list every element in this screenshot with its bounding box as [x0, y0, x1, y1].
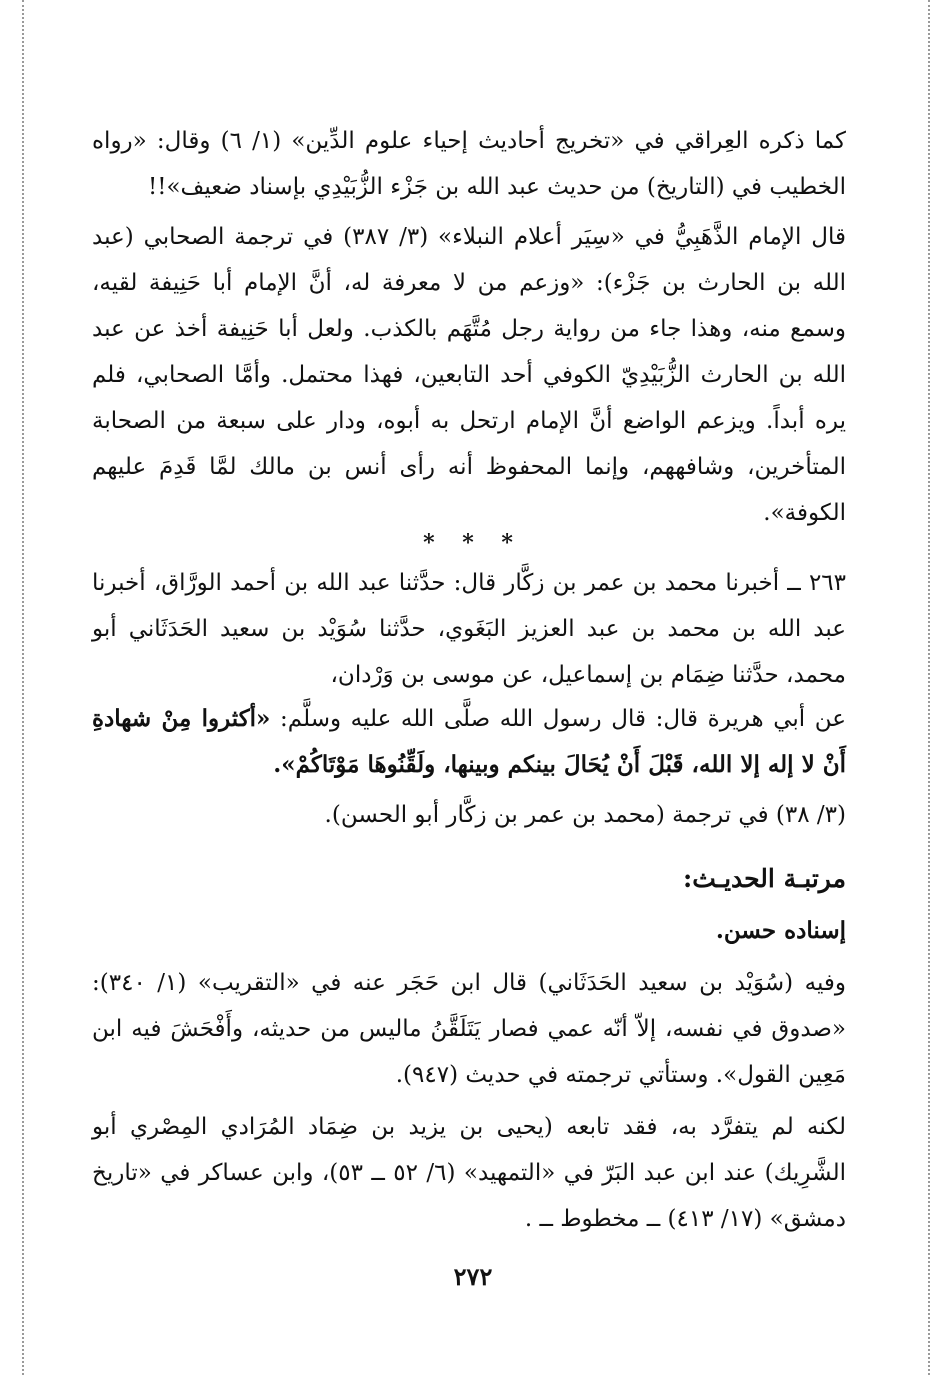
hadith-isnad: ٢٦٣ ــ أخبرنا محمد بن عمر بن زكَّار قال: حدَّثنا عبد الله بن أحمد الورَّاق، أخبرنا عبد الله بن محمد بن عبد العزيز البَغَوي، حدَّثنا سُوَيْد بن سعيد الحَدَثَاني أبو محمد، حدَّثنا ضِمَام بن إسماعيل، عن موسى بن وَرْدان،: [92, 570, 846, 688]
grade-statement: إسناده حسن.: [715, 917, 846, 944]
section-heading-hadith-grade: مرتبـة الحديـث:: [682, 864, 846, 893]
paragraph-iraqi-citation: كما ذكره العِراقي في «تخريج أحاديث إحياء علوم الدِّين» (١/ ٦) وقال: «رواه الخطيب في (التاريخ) من حديث عبد الله بن جَزْء الزُّبَيْدِي بإسناد ضعيف»!!: [92, 128, 847, 200]
hadith-prophetic-text: «أكثروا مِنْ شهادةِ أَنْ لا إله إلا الله، قَبْلَ أَنْ يُحَالَ بينكم وبينها، ولَقِّنُوهَا مَوْتَاكُمْ».: [92, 705, 846, 778]
section-separator: * * *: [423, 530, 523, 556]
paragraph-dhahabi-quote: قال الإمام الذَّهَبِيُّ في «سِيَر أعلام النبلاء» (٣/ ٣٨٧) في ترجمة الصحابي (عبد الله بن الحارث بن جَزْء): «وزعم من لا معرفة له، أنَّ الإمام أبا حَنِيفة لقيه، وسمع منه، وهذا جاء من رواية رجل مُتَّهَم بالكذب. ولعل أبا حَنِيفة أخذ عن عبد الله بن الحارث الزُّبَيْدِيّ الكوفي أحد التابعين، فهذا محتمل. وأمَّا الصحابي، فلم يره أبداً. ويزعم الواضع أنَّ الإمام ارتحل به أبوه، ودار على سبعة من الصحابة المتأخرين، وشافههم، وإنما المحفوظ أنه رأى أنس بن مالك لمَّا قَدِمَ عليهم الكوفة».: [92, 224, 846, 526]
paragraph-suwayd-note: وفيه (سُوَيْد بن سعيد الحَدَثَاني) قال ابن حَجَر عنه في «التقريب» (١/ ٣٤٠): «صدوق في نفسه، إلاّ أنّه عمي فصار يَتَلَقَّنُ ماليس من حديثه، وأَفْحَشَ فيه ابن مَعِين القول». وستأتي ترجمته في حديث (٩٤٧).: [92, 970, 847, 1088]
hadith-narrator-text: عن أبي هريرة قال: قال رسول الله صلَّى الله عليه وسلَّم:: [270, 706, 846, 732]
hadith-matn: [92, 696, 846, 788]
left-margin-dots: [22, 0, 24, 1375]
page-number: ٢٧٢: [453, 1262, 493, 1291]
right-margin-dots: [928, 0, 930, 1375]
paragraph-corroboration: لكنه لم يتفرَّد به، فقد تابعه (يحيى بن يزيد بن ضِمَاد المُرَادي المِصْري أبو الشَّرِيك) عند ابن عبد البَرّ في «التمهيد» (٦/ ٥٢ ــ ٥٣)، وابن عساكر في «تاريخ دمشق» (١٧/ ٤١٣) ــ مخطوط ــ .: [92, 1114, 846, 1232]
source-reference: (٣/ ٣٨) في ترجمة (محمد بن عمر بن زكَّار أبو الحسن).: [324, 802, 846, 828]
